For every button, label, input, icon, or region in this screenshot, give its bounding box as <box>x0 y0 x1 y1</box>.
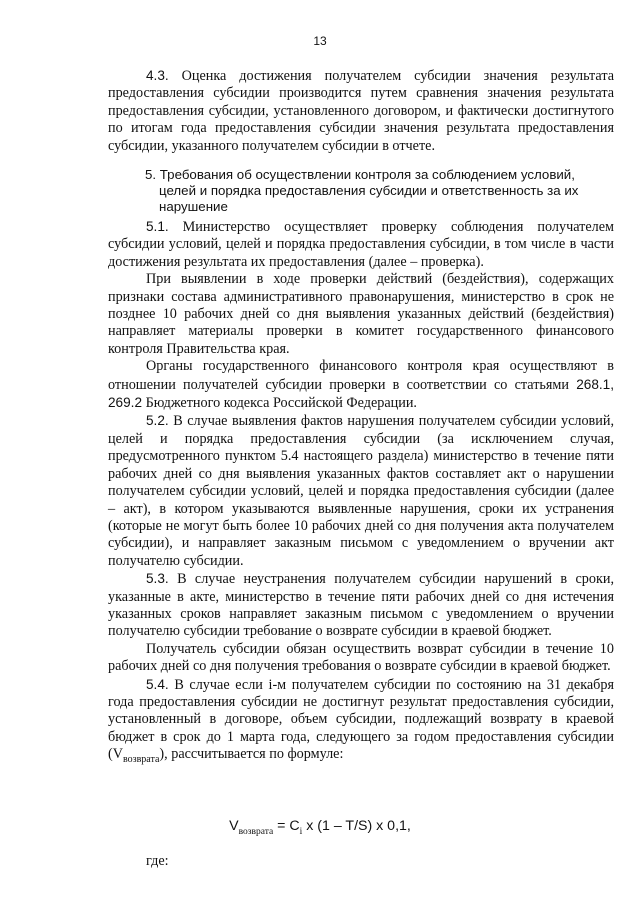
paragraph-5-4: 5.4. В случае если i-м получателем субсидии по состоянию на 31 декабря года предоставления субсидии не достигнут результат предоставления субсидии, установленный в договоре, объем субсидии, подлежащий возврату в краевой бюджет в срок до 1 марта года, следующего за годом предоставления субсидии $(V_{возврата})$, рассчитывается по формуле: <box>108 676 615 766</box>
formula: $V_{возврата} = C_i$ x (1 – T/S) x 0,1, <box>229 818 411 837</box>
clause-number: 5.3. <box>146 571 169 587</box>
section-body <box>108 218 614 768</box>
section-heading <box>145 167 615 215</box>
section-title-line2: целей и порядка предоставления субсидии и ответственность за их <box>159 183 579 198</box>
paragraph-5-3-b: Получатель субсидии обязан осуществить возврат субсидии в течение 10 рабочих дней со дня получения требования о возврате субсидии в краевой бюджет. <box>108 640 614 675</box>
clause-number: 4.3. <box>146 68 169 83</box>
paragraph-5-3 <box>108 570 614 641</box>
clause-number: 5.1. <box>146 219 169 234</box>
paragraph-4-3 <box>108 67 614 155</box>
paragraph-5-1-b: При выявлении в ходе проверки действий (бездействия), содержащих признаки состава административного правонарушения, министерство в срок не позднее 10 рабочих дней со дня выявления указанных действий (бездействия) направляет материалы проверки в комитет государственного финансового контроля Правительства края. <box>108 271 614 357</box>
article-numbers: 268.1, 269.2 <box>108 376 615 411</box>
formula-index: i <box>299 826 303 837</box>
section-number: 5. <box>145 167 157 182</box>
clause-text: В случае неустранения получателем субсидии нарушений в сроки, указанные в акте, министерство в течение пяти рабочих дней со дня истечения указанных сроков направляет заказным письмом с уведомлением о вручении получателю субсидии требование о возврате субсидии в краевой бюджет. <box>108 571 614 640</box>
clause-number: 5.2. <box>146 413 169 429</box>
clause-text: В случае выявления фактов нарушения получателем субсидии условий, целей и порядка предоставления субсидии (за исключением случая, предусмотренного пунктом 5.4 настоящего раздела) министерство в течение пяти рабочих дней со дня выявления указанных фактов составляет акт о нарушении получателем субсидии условий, целей и порядка предоставления субсидии (далее – акт), в котором указываются выявленные нарушения, сроки их устранения (которые не могут быть более 10 рабочих дней со дня получения акта получателем субсидии), и направляет заказным письмом с уведомлением о вручении акт получателю субсидии. <box>108 413 614 569</box>
where-label: где: <box>146 853 169 869</box>
clause-number: 5.4. <box>146 676 169 692</box>
paragraph-5-1-c: Органы государственного финансового контроля края осуществляют в отношении получателей субсидии проверки в соответствии со статьями 268.1, 269.2 Бюджетного кодекса Российской Федерации. <box>108 358 615 412</box>
page-number: 13 <box>313 34 327 48</box>
clause-text: Министерство осуществляет проверку соблюдения получателем субсидии условий, целей и порядка предоставления субсидии, в том числе в части достижения результата их предоставления (далее – проверка). <box>108 219 614 270</box>
paragraph-5-2 <box>108 412 614 570</box>
section-title-line3: нарушение <box>159 199 228 214</box>
subscript: возврата <box>122 754 160 766</box>
formula-subscript: возврата <box>238 826 274 837</box>
paragraph-5-1 <box>108 218 614 271</box>
section-title-line1: Требования об осуществлении контроля за соблюдением условий, <box>159 167 575 182</box>
clause-text: Оценка достижения получателем субсидии значения результата предоставления субсидии производится путем сравнения значения результата предоставления субсидии, установленного договором, и фактически достигнутого по итогам года предоставления субсидии значения результата предоставления субсидии, указанного получателем субсидии в отчете. <box>108 68 614 154</box>
clause-text: В случае если i-м получателем субсидии по состоянию на 31 декабря года предоставления субсидии не достигнут результат предоставления субсидии, установленный в договоре, объем субсидии, подлежащий возврату в краевой бюджет в срок до 1 марта года, следующего за годом предоставления субсидии (V <box>108 676 615 763</box>
